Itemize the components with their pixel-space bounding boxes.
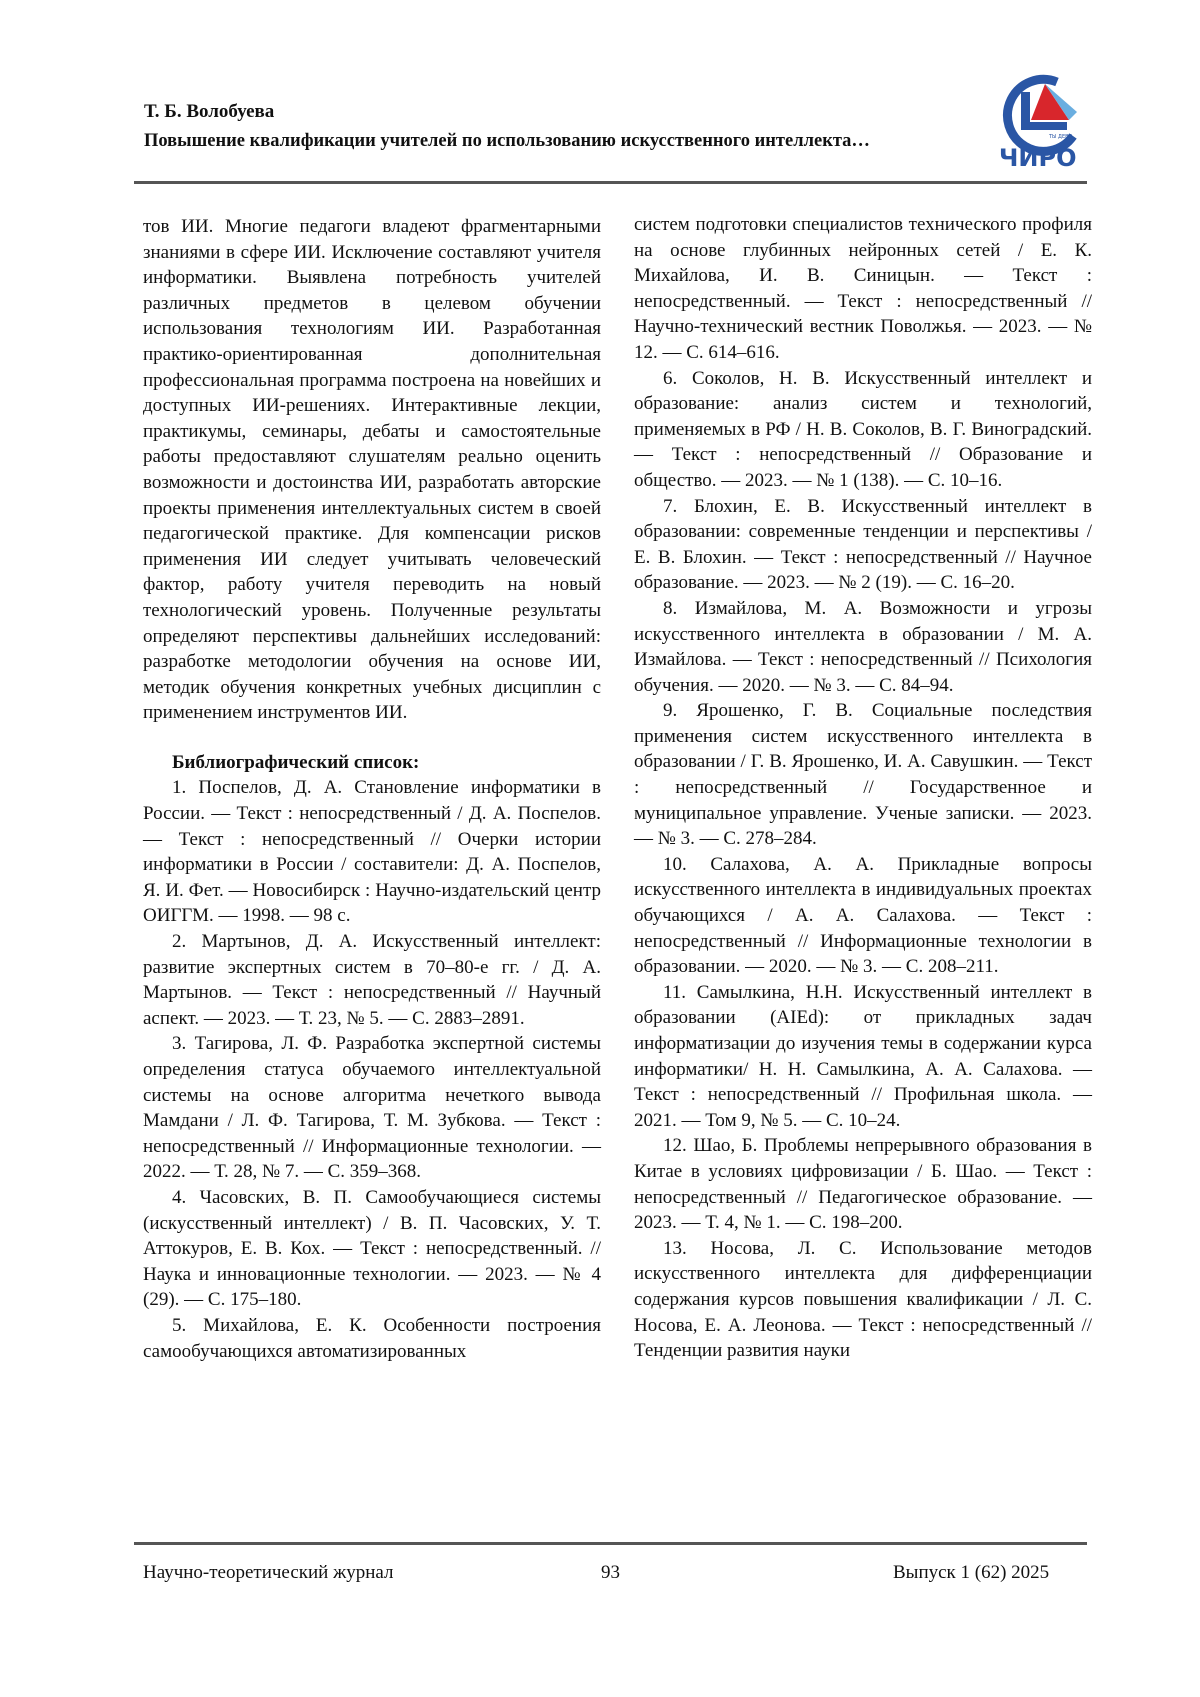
reference-item: 9. Ярошенко, Г. В. Социальные последствия применения систем искусственного интеллекта в образовании / Г. В. Ярошенко, И. А. Савушкин. — Текст : непосредственный // Государственное и муниципальное управление. Ученые записки. — 2023. — № 3. — С. 278–284. [634,698,1092,852]
author-name: Т. Б. Волобуева [144,100,974,124]
right-column [634,212,1092,1364]
reference-item: 13. Носова, Л. С. Использование методов искусственного интеллекта для дифференциации содержания курсов повышения квалификации / Л. С. Носова, Е. А. Леонова. — Текст : непосредственный // Тенденции развития науки [634,1236,1092,1364]
page-number: 93 [601,1561,620,1585]
logo-small-text: ТЫ ДЕВО [1048,134,1073,140]
reference-item: 11. Самылкина, Н.Н. Искусственный интеллект в образовании (AIEd): от прикладных задач информатизации до изучения темы в содержании курса информатики/ Н. Н. Самылкина, А. А. Салахова. — Текст : непосредственный // Профильная школа. — 2021. — Том 9, № 5. — С. 10–24. [634,980,1092,1134]
logo-text: ЧИРО [999,144,1076,172]
logo-emblem-icon [995,70,1090,175]
reference-item: 2. Мартынов, Д. А. Искусственный интеллект: развитие экспертных систем в 70–80-е гг. / Д. А. Мартынов. — Текст : непосредственный // Научный аспект. — 2023. — Т. 23, № 5. — С. 2883–2891. [143,929,601,1031]
article-title: Повышение квалификации учителей по использованию искусственного интеллекта… [144,128,974,154]
footer-divider [134,1542,1087,1545]
reference-item: 1. Поспелов, Д. А. Становление информатики в России. — Текст : непосредственный / Д. А. Поспелов. — Текст : непосредственный // Очерки истории информатики в России / составители: Д. А. Поспелов, Я. И. Фет. — Новосибирск : Научно-издательский центр ОИГГМ. — 1998. — 98 с. [143,775,601,929]
reference-item: 12. Шао, Б. Проблемы непрерывного образования в Китае в условиях цифровизации / Б. Шао. — Текст : непосредственный // Педагогическое образование. — 2023. — Т. 4, № 1. — С. 198–200. [634,1133,1092,1235]
body-paragraph: тов ИИ. Многие педагоги владеют фрагментарными знаниями в сфере ИИ. Исключение составляют учителя информатики. Выявлена потребность учителей различных предметов в целевом обучении использования технологиям ИИ. Разработанная практико-ориентированная дополнительная профессиональная программа построена на новейших и доступных ИИ-решениях. Интерактивные лекции, практикумы, семинары, дебаты и самостоятельные работы предоставляют слушателям реально оценить возможности и достоинства ИИ, разработать авторские проекты применения интеллектуальных систем в своей педагогической практике. Для компенсации рисков применения ИИ следует учитывать человеческий фактор, работу учителя переводить на новый технологический уровень. Полученные результаты определяют перспективы дальнейших исследований: разработке методологии обучения на основе ИИ, методик обучения конкретных учебных дисциплин с применением инструментов ИИ. [143,214,601,726]
bibliography-heading: Библиографический список: [143,750,601,776]
reference-item: 7. Блохин, Е. В. Искусственный интеллект в образовании: современные тенденции и перспективы / Е. В. Блохин. — Текст : непосредственный // Научное образование. — 2023. — № 2 (19). — С. 16–20. [634,494,1092,596]
left-column [143,214,601,1364]
header-divider [134,181,1087,184]
reference-continuation: систем подготовки специалистов технического профиля на основе глубинных нейронных сетей / Е. К. Михайлова, И. В. Синицын. — Текст : непосредственный. — Текст : непосредственный // Научно-технический вестник Поволжья. — 2023. — № 12. — С. 614–616. [634,212,1092,366]
journal-name: Научно-теоретический журнал [143,1561,393,1585]
reference-item: 5. Михайлова, Е. К. Особенности построения самообучающихся автоматизированных [143,1313,601,1364]
reference-item: 6. Соколов, Н. В. Искусственный интеллект и образование: анализ систем и технологий, применяемых в РФ / Н. В. Соколов, В. Г. Виноградский. — Текст : непосредственный // Образование и общество. — 2023. — № 1 (138). — С. 10–16. [634,366,1092,494]
reference-item: 4. Часовских, В. П. Самообучающиеся системы (искусственный интеллект) / В. П. Часовских, У. Т. Аттокуров, Е. В. Кох. — Текст : непосредственный. // Наука и инновационные технологии. — 2023. — № 4 (29). — С. 175–180. [143,1185,601,1313]
issue-label: Выпуск 1 (62) 2025 [893,1561,1049,1585]
page-header [144,100,974,154]
reference-item: 8. Измайлова, М. А. Возможности и угрозы искусственного интеллекта в образовании / М. А. Измайлова. — Текст : непосредственный // Психология обучения. — 2020. — № 3. — С. 84–94. [634,596,1092,698]
reference-item: 3. Тагирова, Л. Ф. Разработка экспертной системы определения статуса обучаемого интеллектуальной системы на основе алгоритма нечеткого вывода Мамдани / Л. Ф. Тагирова, Т. М. Зубкова. — Текст : непосредственный // Информационные технологии. — 2022. — Т. 28, № 7. — С. 359–368. [143,1031,601,1185]
reference-item: 10. Салахова, А. А. Прикладные вопросы искусственного интеллекта в индивидуальных проектах обучающихся / А. А. Салахова. — Текст : непосредственный // Информационные технологии в образовании. — 2020. — № 3. — С. 208–211. [634,852,1092,980]
chiro-logo [995,70,1090,175]
